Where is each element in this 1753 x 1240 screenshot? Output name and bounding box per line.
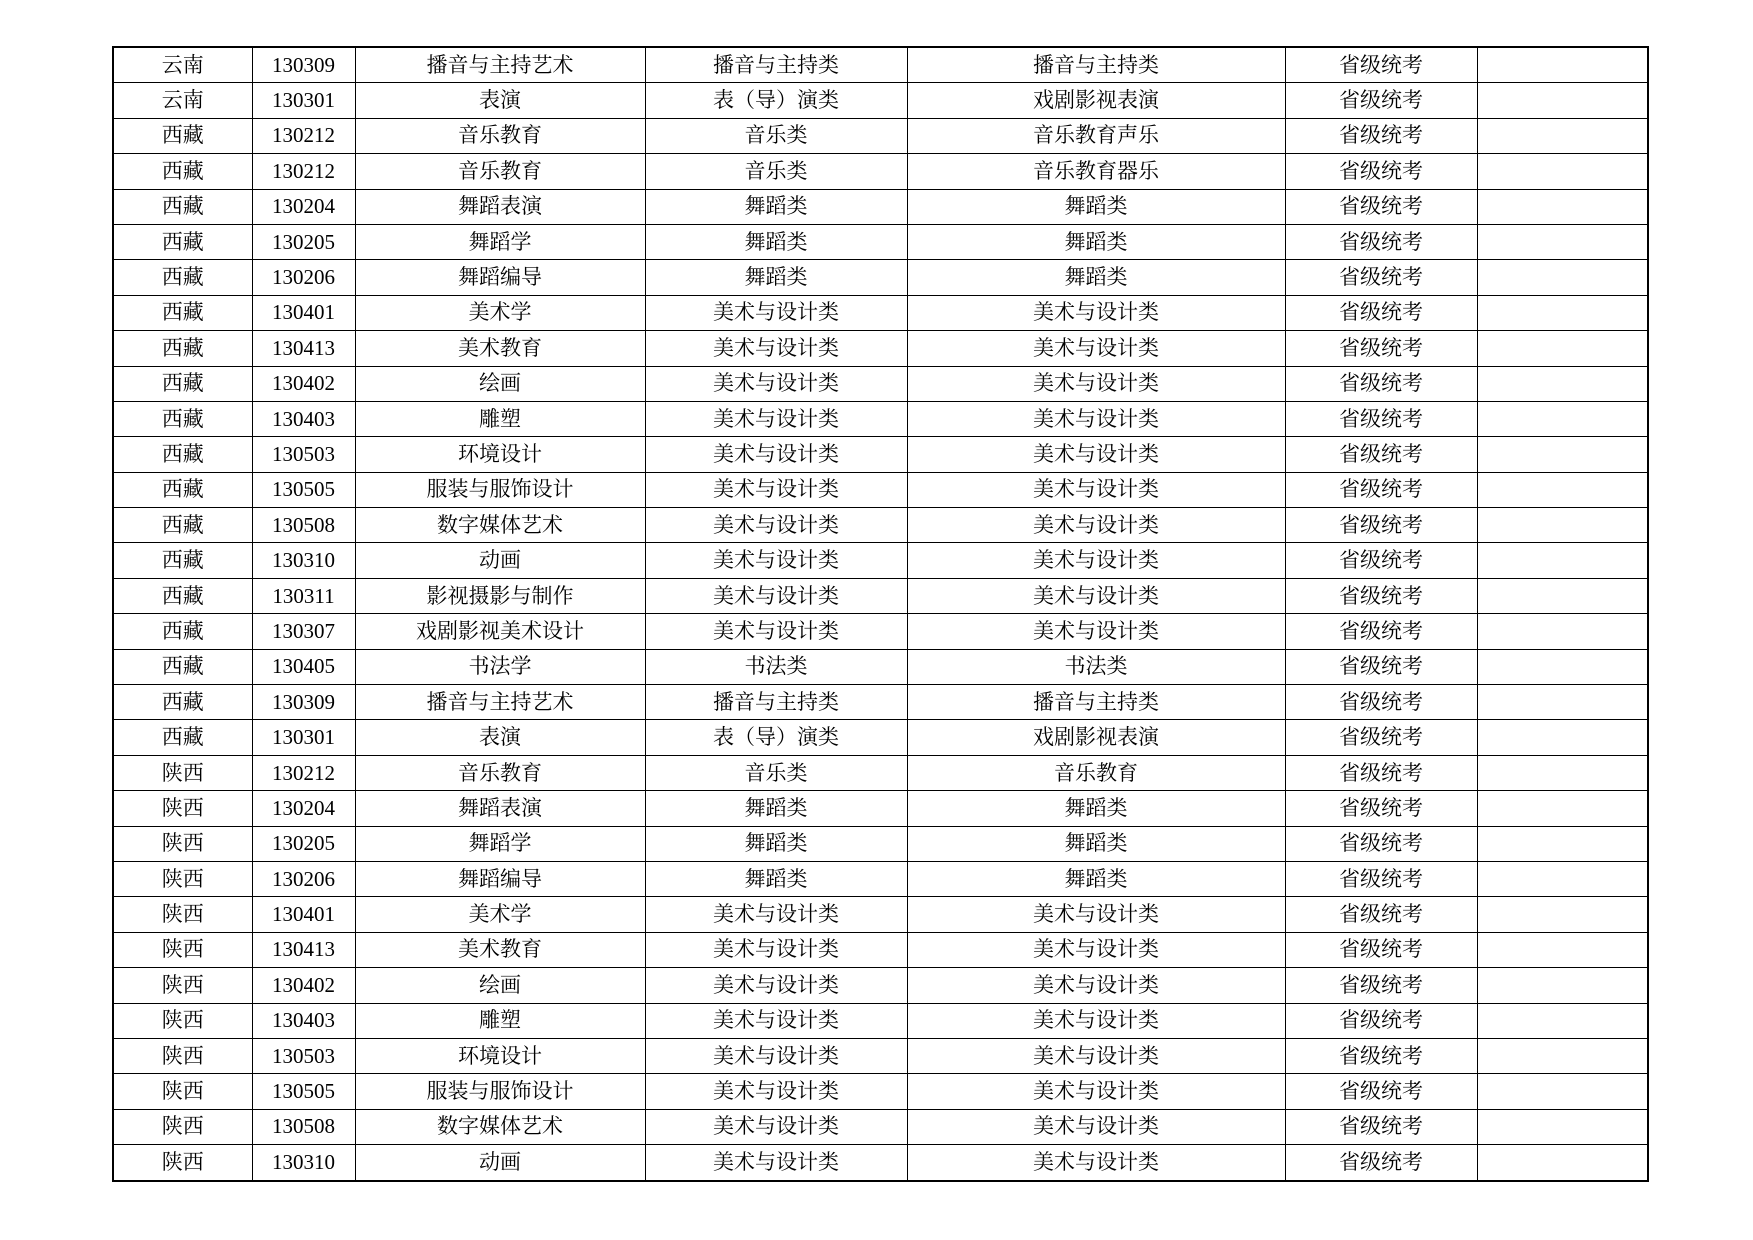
major-code-cell: 130401 [252, 295, 355, 330]
province-cell: 西藏 [113, 649, 252, 684]
province-cell: 陕西 [113, 897, 252, 932]
exam-type-cell: 省级统考 [1285, 508, 1477, 543]
exam-type-cell: 省级统考 [1285, 366, 1477, 401]
exam-subcategory-cell: 美术与设计类 [907, 1145, 1285, 1181]
major-code-cell: 130403 [252, 1003, 355, 1038]
note-cell [1477, 968, 1648, 1003]
table-row [113, 614, 1648, 649]
note-cell [1477, 1003, 1648, 1038]
exam-type-cell: 省级统考 [1285, 118, 1477, 153]
table-row [113, 260, 1648, 295]
major-name-cell: 美术教育 [355, 331, 645, 366]
exam-subcategory-cell: 播音与主持类 [907, 47, 1285, 83]
exam-category-cell: 美术与设计类 [645, 1109, 907, 1144]
art-majors-table [112, 46, 1649, 1182]
table-row [113, 755, 1648, 790]
major-code-cell: 130402 [252, 366, 355, 401]
major-name-cell: 播音与主持艺术 [355, 47, 645, 83]
table-row [113, 224, 1648, 259]
major-name-cell: 动画 [355, 543, 645, 578]
note-cell [1477, 437, 1648, 472]
major-code-cell: 130311 [252, 578, 355, 613]
major-code-cell: 130413 [252, 932, 355, 967]
major-code-cell: 130505 [252, 472, 355, 507]
exam-type-cell: 省级统考 [1285, 1145, 1477, 1181]
table-row [113, 932, 1648, 967]
exam-subcategory-cell: 舞蹈类 [907, 189, 1285, 224]
major-name-cell: 舞蹈编导 [355, 260, 645, 295]
note-cell [1477, 826, 1648, 861]
note-cell [1477, 685, 1648, 720]
table-row [113, 437, 1648, 472]
note-cell [1477, 614, 1648, 649]
exam-type-cell: 省级统考 [1285, 472, 1477, 507]
note-cell [1477, 897, 1648, 932]
major-name-cell: 环境设计 [355, 437, 645, 472]
province-cell: 陕西 [113, 1074, 252, 1109]
major-name-cell: 美术学 [355, 295, 645, 330]
note-cell [1477, 47, 1648, 83]
province-cell: 陕西 [113, 1038, 252, 1073]
note-cell [1477, 578, 1648, 613]
province-cell: 西藏 [113, 118, 252, 153]
note-cell [1477, 331, 1648, 366]
exam-category-cell: 舞蹈类 [645, 791, 907, 826]
exam-type-cell: 省级统考 [1285, 1038, 1477, 1073]
major-code-cell: 130206 [252, 260, 355, 295]
exam-subcategory-cell: 美术与设计类 [907, 1038, 1285, 1073]
exam-category-cell: 书法类 [645, 649, 907, 684]
province-cell: 陕西 [113, 968, 252, 1003]
table-row [113, 508, 1648, 543]
province-cell: 西藏 [113, 578, 252, 613]
exam-type-cell: 省级统考 [1285, 649, 1477, 684]
exam-type-cell: 省级统考 [1285, 224, 1477, 259]
exam-subcategory-cell: 美术与设计类 [907, 968, 1285, 1003]
exam-type-cell: 省级统考 [1285, 1003, 1477, 1038]
province-cell: 西藏 [113, 224, 252, 259]
province-cell: 西藏 [113, 401, 252, 436]
exam-type-cell: 省级统考 [1285, 968, 1477, 1003]
table-row [113, 861, 1648, 896]
note-cell [1477, 401, 1648, 436]
exam-subcategory-cell: 美术与设计类 [907, 366, 1285, 401]
exam-subcategory-cell: 美术与设计类 [907, 437, 1285, 472]
major-name-cell: 舞蹈编导 [355, 861, 645, 896]
major-name-cell: 数字媒体艺术 [355, 1109, 645, 1144]
major-name-cell: 音乐教育 [355, 118, 645, 153]
table-row [113, 1074, 1648, 1109]
note-cell [1477, 83, 1648, 118]
exam-category-cell: 音乐类 [645, 118, 907, 153]
note-cell [1477, 366, 1648, 401]
major-code-cell: 130204 [252, 189, 355, 224]
exam-category-cell: 美术与设计类 [645, 366, 907, 401]
exam-subcategory-cell: 舞蹈类 [907, 224, 1285, 259]
major-code-cell: 130508 [252, 508, 355, 543]
table-row [113, 401, 1648, 436]
province-cell: 西藏 [113, 331, 252, 366]
exam-category-cell: 音乐类 [645, 755, 907, 790]
major-name-cell: 绘画 [355, 366, 645, 401]
note-cell [1477, 472, 1648, 507]
table-row [113, 968, 1648, 1003]
table-row [113, 189, 1648, 224]
major-code-cell: 130301 [252, 720, 355, 755]
exam-type-cell: 省级统考 [1285, 543, 1477, 578]
note-cell [1477, 154, 1648, 189]
exam-type-cell: 省级统考 [1285, 331, 1477, 366]
exam-subcategory-cell: 美术与设计类 [907, 295, 1285, 330]
province-cell: 陕西 [113, 826, 252, 861]
exam-type-cell: 省级统考 [1285, 685, 1477, 720]
table-body [113, 47, 1648, 1181]
note-cell [1477, 755, 1648, 790]
exam-type-cell: 省级统考 [1285, 755, 1477, 790]
exam-subcategory-cell: 戏剧影视表演 [907, 83, 1285, 118]
exam-type-cell: 省级统考 [1285, 260, 1477, 295]
table-row [113, 1038, 1648, 1073]
exam-subcategory-cell: 美术与设计类 [907, 932, 1285, 967]
exam-subcategory-cell: 舞蹈类 [907, 826, 1285, 861]
major-code-cell: 130403 [252, 401, 355, 436]
exam-subcategory-cell: 美术与设计类 [907, 1074, 1285, 1109]
province-cell: 陕西 [113, 755, 252, 790]
note-cell [1477, 1109, 1648, 1144]
exam-subcategory-cell: 美术与设计类 [907, 401, 1285, 436]
table-row [113, 578, 1648, 613]
major-code-cell: 130204 [252, 791, 355, 826]
major-name-cell: 雕塑 [355, 1003, 645, 1038]
exam-type-cell: 省级统考 [1285, 897, 1477, 932]
exam-type-cell: 省级统考 [1285, 614, 1477, 649]
table-row [113, 1003, 1648, 1038]
major-name-cell: 环境设计 [355, 1038, 645, 1073]
major-code-cell: 130413 [252, 331, 355, 366]
exam-subcategory-cell: 美术与设计类 [907, 614, 1285, 649]
major-code-cell: 130405 [252, 649, 355, 684]
exam-type-cell: 省级统考 [1285, 437, 1477, 472]
major-code-cell: 130402 [252, 968, 355, 1003]
table-row [113, 118, 1648, 153]
province-cell: 西藏 [113, 508, 252, 543]
exam-type-cell: 省级统考 [1285, 791, 1477, 826]
major-name-cell: 动画 [355, 1145, 645, 1181]
note-cell [1477, 720, 1648, 755]
exam-type-cell: 省级统考 [1285, 154, 1477, 189]
table-row [113, 720, 1648, 755]
major-name-cell: 戏剧影视美术设计 [355, 614, 645, 649]
major-code-cell: 130212 [252, 118, 355, 153]
exam-subcategory-cell: 音乐教育 [907, 755, 1285, 790]
exam-subcategory-cell: 美术与设计类 [907, 578, 1285, 613]
note-cell [1477, 1074, 1648, 1109]
exam-subcategory-cell: 美术与设计类 [907, 543, 1285, 578]
note-cell [1477, 861, 1648, 896]
major-name-cell: 影视摄影与制作 [355, 578, 645, 613]
note-cell [1477, 118, 1648, 153]
exam-type-cell: 省级统考 [1285, 47, 1477, 83]
exam-subcategory-cell: 美术与设计类 [907, 331, 1285, 366]
province-cell: 西藏 [113, 366, 252, 401]
exam-subcategory-cell: 美术与设计类 [907, 1003, 1285, 1038]
exam-type-cell: 省级统考 [1285, 861, 1477, 896]
table-row [113, 791, 1648, 826]
major-name-cell: 服装与服饰设计 [355, 472, 645, 507]
exam-type-cell: 省级统考 [1285, 295, 1477, 330]
table-row [113, 897, 1648, 932]
table-row [113, 1145, 1648, 1181]
exam-category-cell: 美术与设计类 [645, 968, 907, 1003]
exam-category-cell: 美术与设计类 [645, 1003, 907, 1038]
exam-subcategory-cell: 舞蹈类 [907, 861, 1285, 896]
exam-category-cell: 美术与设计类 [645, 1145, 907, 1181]
table-row [113, 543, 1648, 578]
major-code-cell: 130309 [252, 47, 355, 83]
exam-type-cell: 省级统考 [1285, 401, 1477, 436]
exam-type-cell: 省级统考 [1285, 1109, 1477, 1144]
major-code-cell: 130508 [252, 1109, 355, 1144]
province-cell: 西藏 [113, 685, 252, 720]
exam-category-cell: 美术与设计类 [645, 897, 907, 932]
exam-category-cell: 美术与设计类 [645, 437, 907, 472]
table-row [113, 649, 1648, 684]
province-cell: 西藏 [113, 472, 252, 507]
table-row [113, 154, 1648, 189]
exam-type-cell: 省级统考 [1285, 720, 1477, 755]
major-code-cell: 130212 [252, 154, 355, 189]
exam-subcategory-cell: 书法类 [907, 649, 1285, 684]
exam-subcategory-cell: 音乐教育器乐 [907, 154, 1285, 189]
exam-category-cell: 表（导）演类 [645, 720, 907, 755]
exam-category-cell: 美术与设计类 [645, 472, 907, 507]
province-cell: 陕西 [113, 1003, 252, 1038]
exam-category-cell: 美术与设计类 [645, 508, 907, 543]
exam-category-cell: 美术与设计类 [645, 295, 907, 330]
major-name-cell: 音乐教育 [355, 154, 645, 189]
province-cell: 西藏 [113, 437, 252, 472]
exam-subcategory-cell: 舞蹈类 [907, 260, 1285, 295]
exam-category-cell: 舞蹈类 [645, 189, 907, 224]
major-code-cell: 130212 [252, 755, 355, 790]
major-code-cell: 130505 [252, 1074, 355, 1109]
table-row [113, 295, 1648, 330]
major-name-cell: 美术教育 [355, 932, 645, 967]
province-cell: 陕西 [113, 1109, 252, 1144]
note-cell [1477, 260, 1648, 295]
major-code-cell: 130503 [252, 437, 355, 472]
major-code-cell: 130205 [252, 224, 355, 259]
exam-type-cell: 省级统考 [1285, 1074, 1477, 1109]
major-name-cell: 数字媒体艺术 [355, 508, 645, 543]
major-name-cell: 舞蹈表演 [355, 189, 645, 224]
province-cell: 陕西 [113, 861, 252, 896]
exam-category-cell: 播音与主持类 [645, 685, 907, 720]
exam-category-cell: 美术与设计类 [645, 614, 907, 649]
table-row [113, 685, 1648, 720]
note-cell [1477, 791, 1648, 826]
province-cell: 陕西 [113, 1145, 252, 1181]
exam-subcategory-cell: 戏剧影视表演 [907, 720, 1285, 755]
note-cell [1477, 1145, 1648, 1181]
exam-type-cell: 省级统考 [1285, 578, 1477, 613]
exam-type-cell: 省级统考 [1285, 83, 1477, 118]
exam-category-cell: 舞蹈类 [645, 224, 907, 259]
major-name-cell: 音乐教育 [355, 755, 645, 790]
major-code-cell: 130310 [252, 1145, 355, 1181]
exam-category-cell: 舞蹈类 [645, 826, 907, 861]
exam-subcategory-cell: 美术与设计类 [907, 1109, 1285, 1144]
exam-type-cell: 省级统考 [1285, 932, 1477, 967]
table-row [113, 83, 1648, 118]
table-row [113, 826, 1648, 861]
exam-type-cell: 省级统考 [1285, 826, 1477, 861]
major-code-cell: 130206 [252, 861, 355, 896]
note-cell [1477, 649, 1648, 684]
table-row [113, 47, 1648, 83]
table-row [113, 1109, 1648, 1144]
major-name-cell: 服装与服饰设计 [355, 1074, 645, 1109]
exam-type-cell: 省级统考 [1285, 189, 1477, 224]
exam-category-cell: 舞蹈类 [645, 260, 907, 295]
table-row [113, 472, 1648, 507]
exam-subcategory-cell: 播音与主持类 [907, 685, 1285, 720]
exam-category-cell: 舞蹈类 [645, 861, 907, 896]
major-code-cell: 130401 [252, 897, 355, 932]
major-name-cell: 绘画 [355, 968, 645, 1003]
exam-subcategory-cell: 美术与设计类 [907, 508, 1285, 543]
exam-category-cell: 表（导）演类 [645, 83, 907, 118]
table-row [113, 331, 1648, 366]
major-name-cell: 雕塑 [355, 401, 645, 436]
exam-subcategory-cell: 音乐教育声乐 [907, 118, 1285, 153]
major-name-cell: 舞蹈学 [355, 826, 645, 861]
province-cell: 西藏 [113, 189, 252, 224]
exam-subcategory-cell: 美术与设计类 [907, 472, 1285, 507]
exam-category-cell: 美术与设计类 [645, 932, 907, 967]
note-cell [1477, 224, 1648, 259]
exam-category-cell: 美术与设计类 [645, 1038, 907, 1073]
exam-category-cell: 美术与设计类 [645, 401, 907, 436]
exam-category-cell: 美术与设计类 [645, 1074, 907, 1109]
exam-category-cell: 美术与设计类 [645, 578, 907, 613]
major-code-cell: 130309 [252, 685, 355, 720]
note-cell [1477, 508, 1648, 543]
province-cell: 西藏 [113, 260, 252, 295]
exam-category-cell: 音乐类 [645, 154, 907, 189]
major-name-cell: 播音与主持艺术 [355, 685, 645, 720]
major-name-cell: 舞蹈学 [355, 224, 645, 259]
province-cell: 陕西 [113, 932, 252, 967]
province-cell: 云南 [113, 47, 252, 83]
table-row [113, 366, 1648, 401]
note-cell [1477, 932, 1648, 967]
province-cell: 西藏 [113, 154, 252, 189]
exam-category-cell: 美术与设计类 [645, 543, 907, 578]
major-code-cell: 130205 [252, 826, 355, 861]
province-cell: 西藏 [113, 295, 252, 330]
major-code-cell: 130310 [252, 543, 355, 578]
major-code-cell: 130503 [252, 1038, 355, 1073]
note-cell [1477, 543, 1648, 578]
major-name-cell: 书法学 [355, 649, 645, 684]
exam-subcategory-cell: 舞蹈类 [907, 791, 1285, 826]
province-cell: 西藏 [113, 720, 252, 755]
major-name-cell: 美术学 [355, 897, 645, 932]
note-cell [1477, 1038, 1648, 1073]
exam-category-cell: 播音与主持类 [645, 47, 907, 83]
major-name-cell: 舞蹈表演 [355, 791, 645, 826]
major-name-cell: 表演 [355, 720, 645, 755]
province-cell: 云南 [113, 83, 252, 118]
exam-subcategory-cell: 美术与设计类 [907, 897, 1285, 932]
province-cell: 陕西 [113, 791, 252, 826]
major-code-cell: 130301 [252, 83, 355, 118]
note-cell [1477, 189, 1648, 224]
exam-category-cell: 美术与设计类 [645, 331, 907, 366]
province-cell: 西藏 [113, 614, 252, 649]
province-cell: 西藏 [113, 543, 252, 578]
major-code-cell: 130307 [252, 614, 355, 649]
major-name-cell: 表演 [355, 83, 645, 118]
note-cell [1477, 295, 1648, 330]
